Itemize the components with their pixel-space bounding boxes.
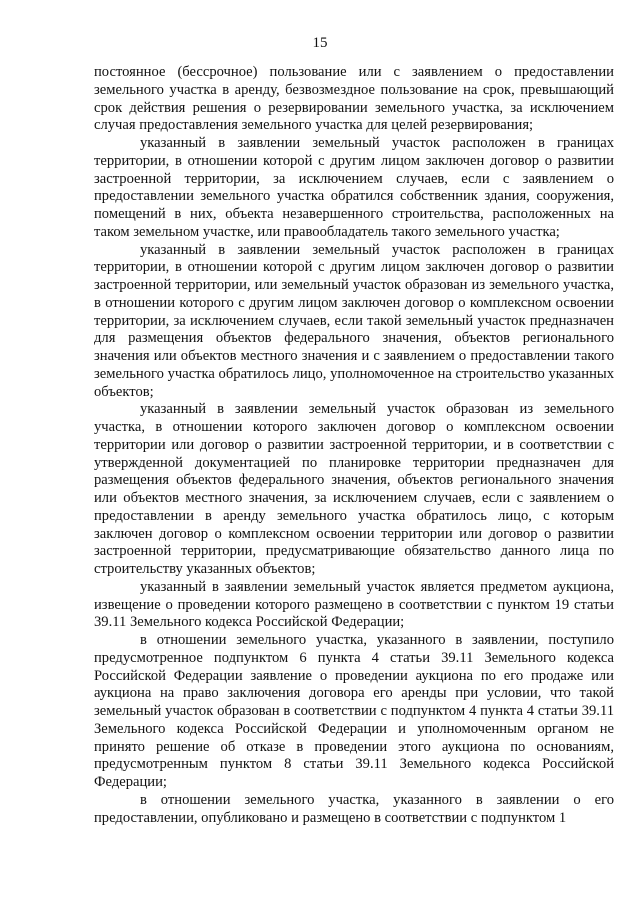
paragraph-2: указанный в заявлении земельный участок расположен в границах территории, в отношении которой с другим лицом заключен договор о развитии застроенной территории, за исключением случаев, если с заявлением о предоставлении земельного участка обратился собственник здания, сооружения, помещений в них, объекта незавершенного строительства, расположенных на таком земельном участке, или правообладатель такого земельного участка;	[94, 135, 614, 240]
document-body	[94, 64, 614, 827]
page-number: 15	[312, 35, 328, 51]
paragraph-6: в отношении земельного участка, указанного в заявлении, поступило предусмотренное подпунктом 6 пункта 4 статьи 39.11 Земельного кодекса Российской Федерации заявление о проведении аукциона по его продаже или аукциона на право заключения договора его аренды при условии, что такой земельный участок образован в соответствии с подпунктом 4 пункта 4 статьи 39.11 Земельного кодекса Российской Федерации и уполномоченным органом не принято решение об отказе в проведении этого аукциона по основаниям, предусмотренным пунктом 8 статьи 39.11 Земельного кодекса Российской Федерации;	[94, 632, 614, 790]
paragraph-5: указанный в заявлении земельный участок является предметом аукциона, извещение о проведении которого размещено в соответствии с пунктом 19 статьи 39.11 Земельного кодекса Российской Федерации;	[94, 578, 614, 631]
paragraph-7: в отношении земельного участка, указанного в заявлении о его предоставлении, опубликовано и размещено в соответствии с подпунктом 1	[94, 791, 614, 826]
paragraph-3: указанный в заявлении земельный участок расположен в границах территории, в отношении которой с другим лицом заключен договор о развитии застроенной территории, или земельный участок образован из земельного участка, в отношении которого с другим лицом заключен договор о комплексном освоении территории, за исключением случаев, если такой земельный участок предназначен для размещения объектов федерального значения, объектов регионального значения или объектов местного значения и с заявлением о предоставлении такого земельного участка обратилось лицо, уполномоченное на строительство указанных объектов;	[94, 241, 614, 400]
paragraph-1: постоянное (бессрочное) пользование или с заявлением о предоставлении земельного участка в аренду, безвозмездное пользование на срок, превышающий срок действия решения о резервировании земельного участка, за исключением случая предоставления земельного участка для целей резервирования;	[94, 64, 614, 134]
paragraph-4: указанный в заявлении земельный участок образован из земельного участка, в отношении которого заключен договор о комплексном освоении территории или договор о развитии застроенной территории, и в соответствии с утвержденной документацией по планировке территории предназначен для размещения объектов федерального значения, объектов регионального значения или объектов местного значения, за исключением случаев, если с заявлением о предоставлении в аренду земельного участка обратилось лицо, с которым заключен договор о комплексном освоении территории или договор о развитии застроенной территории, предусматривающие обязательство данного лица по строительству указанных объектов;	[94, 401, 614, 577]
